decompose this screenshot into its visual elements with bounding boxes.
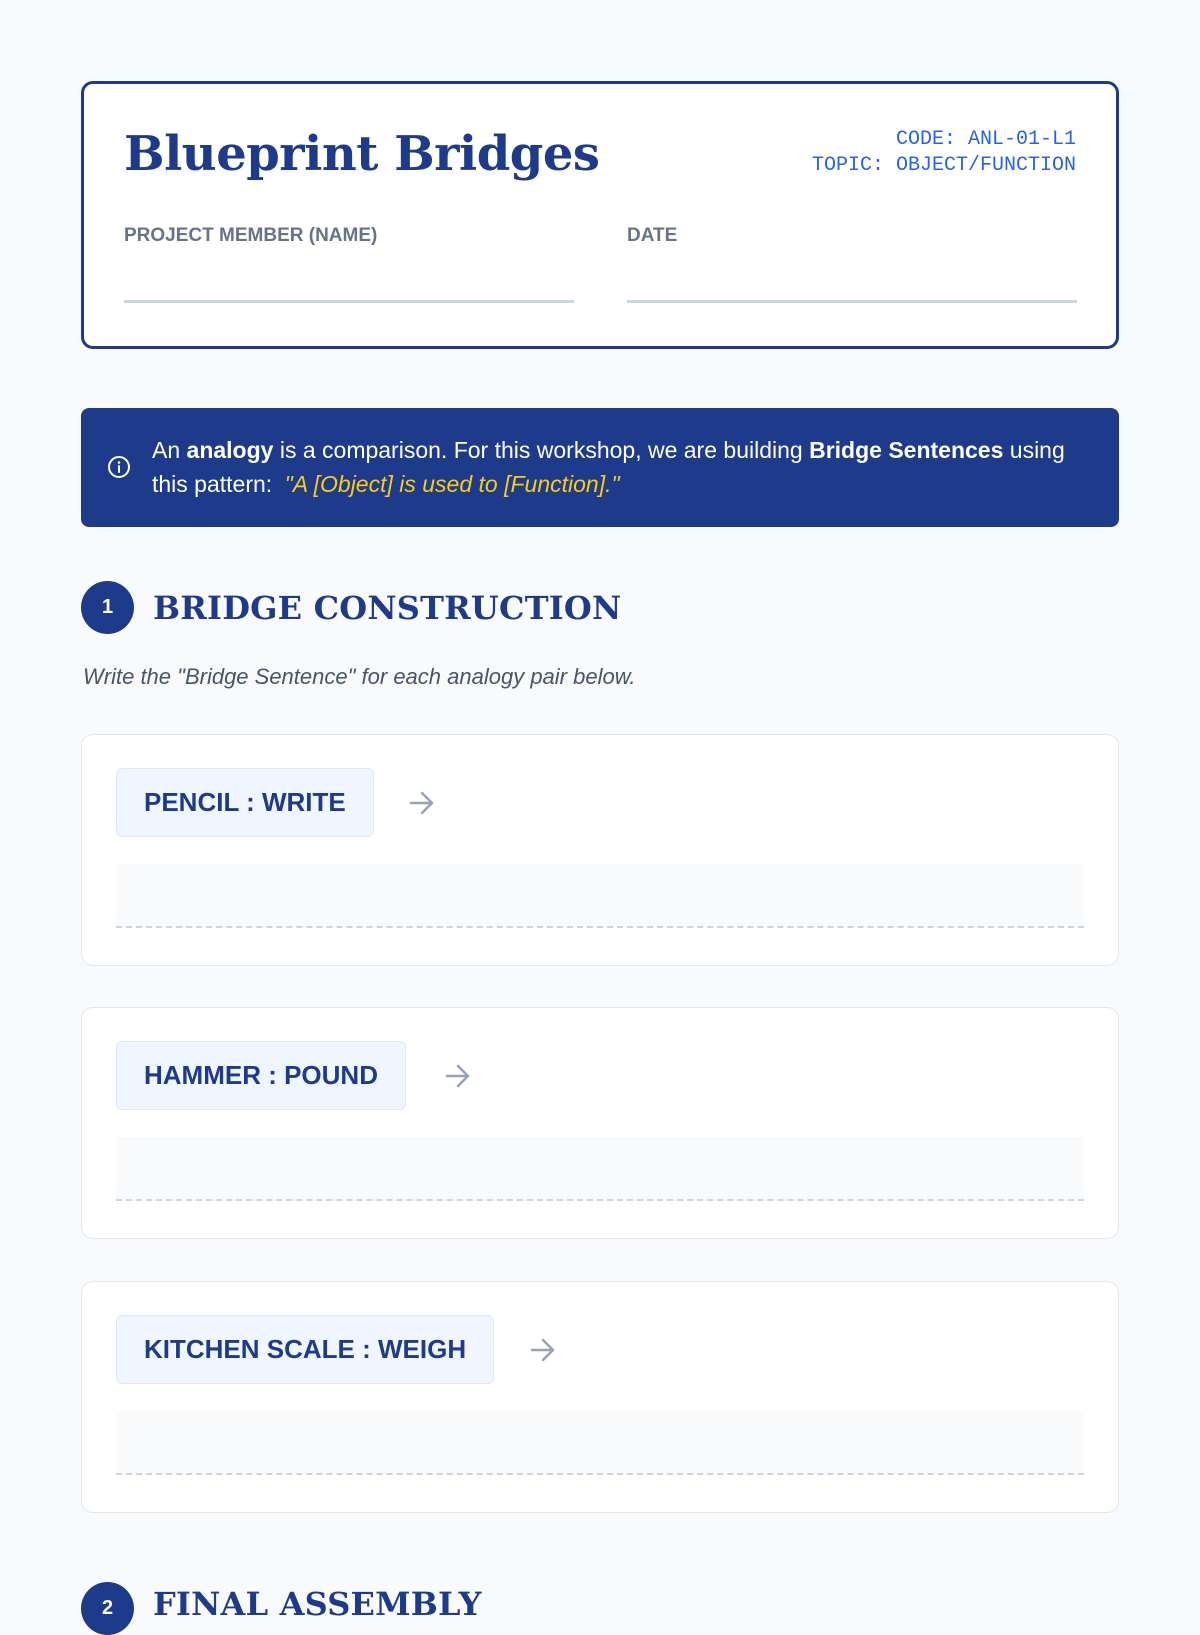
date-input-line[interactable] xyxy=(627,300,1077,303)
answer-input[interactable] xyxy=(116,1137,1084,1201)
pair-card xyxy=(81,734,1119,966)
section-1-title: BRIDGE CONSTRUCTION xyxy=(153,589,622,627)
worksheet-code: CODE: ANL-01-L1 xyxy=(895,128,1076,151)
arrow-right-icon xyxy=(444,1063,472,1089)
section-1-instruction: Write the "Bridge Sentence" for each analogy pair below. xyxy=(83,664,636,689)
name-field xyxy=(124,224,574,303)
worksheet-meta xyxy=(812,127,1076,179)
date-field xyxy=(627,224,1077,303)
info-icon xyxy=(107,455,131,479)
section-2-title: FINAL ASSEMBLY xyxy=(153,1585,482,1623)
arrow-right-icon xyxy=(529,1337,557,1363)
name-field-label: PROJECT MEMBER (NAME) xyxy=(124,225,378,246)
info-keyword-analogy: analogy xyxy=(186,437,274,463)
analogy-pair-chip: HAMMER : POUND xyxy=(116,1041,406,1110)
info-pattern: "A [Object] is used to [Function]." xyxy=(284,471,620,497)
pair-card xyxy=(81,1007,1119,1239)
section-1-badge: 1 xyxy=(81,581,134,634)
page-title: Blueprint Bridges xyxy=(124,126,600,182)
arrow-right-icon xyxy=(408,790,436,816)
section-2-badge: 2 xyxy=(81,1582,134,1635)
worksheet-topic: TOPIC: OBJECT/FUNCTION xyxy=(811,154,1076,177)
info-text xyxy=(152,433,1089,501)
info-banner xyxy=(81,408,1119,527)
pair-card xyxy=(81,1281,1119,1513)
answer-input[interactable] xyxy=(116,864,1084,928)
info-text-part: An xyxy=(152,437,181,463)
date-field-label: DATE xyxy=(627,225,678,246)
info-keyword-bridge-sentences: Bridge Sentences xyxy=(809,437,1004,463)
analogy-pair-chip: KITCHEN SCALE : WEIGH xyxy=(116,1315,494,1384)
analogy-pair-chip: PENCIL : WRITE xyxy=(116,768,374,837)
name-input-line[interactable] xyxy=(124,300,574,303)
header-card xyxy=(81,81,1119,349)
info-text-part: is a comparison. For this workshop, we are building xyxy=(279,437,803,463)
answer-input[interactable] xyxy=(116,1411,1084,1475)
info-text-part: using this pattern: xyxy=(152,437,1065,497)
